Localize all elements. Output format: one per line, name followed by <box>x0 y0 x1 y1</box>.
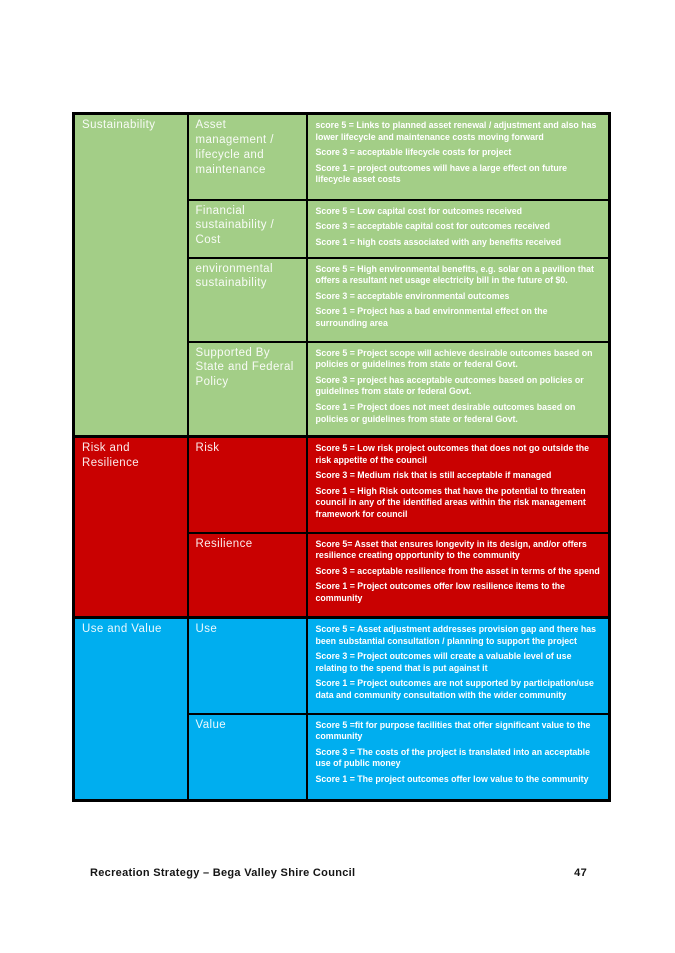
score-3-text: Score 3 = Project outcomes will create a valuable level of use relating to the spend that is put against it <box>315 651 572 673</box>
score-3-text: Score 3 = acceptable lifecycle costs for project <box>315 147 512 158</box>
score-1-text: Score 1 = The project outcomes offer low value to the community <box>315 773 589 784</box>
criterion-cell: Asset management / lifecycle and maintenance <box>188 114 307 200</box>
scores-cell <box>307 533 610 618</box>
scores-cell <box>307 437 610 533</box>
score-1-text: Score 1 = project outcomes will have a large effect on future lifecycle asset costs <box>315 162 568 185</box>
category-cell-sustainability: Sustainability <box>74 114 188 437</box>
score-1-text: Score 1 = Project outcomes offer low resilience items to the community <box>315 581 566 603</box>
score-3-text: Score 3 = acceptable resilience from the asset in terms of the spend <box>315 565 600 576</box>
table-row <box>74 618 610 714</box>
score-1-text: Score 1 = High Risk outcomes that have the potential to threaten council in any of the identified areas within the risk management framework for council <box>315 485 586 520</box>
score-1-text: Score 1 = Project outcomes are not supported by participation/use data and community consultation with the wider community <box>315 678 594 701</box>
score-5-text: Score 5= Asset that ensures longevity in its design, and/or offers resilience creating opportunity to the community <box>315 538 587 561</box>
criterion-cell: Resilience <box>188 533 307 618</box>
score-3-text: Score 3 = Medium risk that is still acceptable if managed <box>315 470 552 481</box>
scores-cell <box>307 258 610 342</box>
scores-cell <box>307 114 610 200</box>
criterion-cell: Financial sustainability / Cost <box>188 200 307 258</box>
score-1-text: Score 1 = Project has a bad environmental effect on the surrounding area <box>315 306 548 328</box>
table-row <box>74 114 610 200</box>
score-5-text: score 5 = Links to planned asset renewal / adjustment and also has lower lifecycle and maintenance costs moving forward <box>315 120 597 142</box>
score-5-text: Score 5 = Asset adjustment addresses provision gap and there has been substantial consultation / planning to support the project <box>315 624 597 646</box>
table-row <box>74 437 610 533</box>
footer-page-number: 47 <box>574 867 587 879</box>
score-1-text: Score 1 = high costs associated with any benefits received <box>315 236 562 247</box>
criterion-cell: Supported By State and Federal Policy <box>188 342 307 437</box>
score-3-text: Score 3 = acceptable capital cost for outcomes received <box>315 221 550 232</box>
category-cell-use-value: Use and Value <box>74 618 188 801</box>
score-5-text: Score 5 = Low risk project outcomes that does not go outside the risk appetite of the council <box>315 443 589 465</box>
score-5-text: Score 5 = Project scope will achieve desirable outcomes based on policies or guidelines from state or federal Govt. <box>315 347 593 370</box>
page-footer <box>90 867 587 879</box>
score-3-text: Score 3 = project has acceptable outcomes based on policies or guidelines from state or federal Govt. <box>315 374 584 397</box>
scores-cell <box>307 714 610 801</box>
score-5-text: Score 5 =fit for purpose facilities that offer significant value to the community <box>315 719 591 742</box>
score-3-text: Score 3 = acceptable environmental outcomes <box>315 290 510 301</box>
category-cell-risk-resilience: Risk and Resilience <box>74 437 188 618</box>
footer-document-title: Recreation Strategy – Bega Valley Shire Council <box>90 867 356 879</box>
scores-cell <box>307 618 610 714</box>
criterion-cell: environmental sustainability <box>188 258 307 342</box>
scoring-matrix-table <box>72 112 611 802</box>
score-3-text: Score 3 = The costs of the project is translated into an acceptable use of public money <box>315 746 590 769</box>
score-5-text: Score 5 = Low capital cost for outcomes received <box>315 205 523 216</box>
score-5-text: Score 5 = High environmental benefits, e.g. solar on a pavilion that offers a resultant net usage electricity bill in the future of $0. <box>315 263 594 286</box>
score-1-text: Score 1 = Project does not meet desirable outcomes based on policies or guidelines from state or federal Govt. <box>315 401 576 424</box>
criterion-cell: Value <box>188 714 307 801</box>
criterion-cell: Risk <box>188 437 307 533</box>
criterion-cell: Use <box>188 618 307 714</box>
scores-cell <box>307 200 610 258</box>
scores-cell <box>307 342 610 437</box>
